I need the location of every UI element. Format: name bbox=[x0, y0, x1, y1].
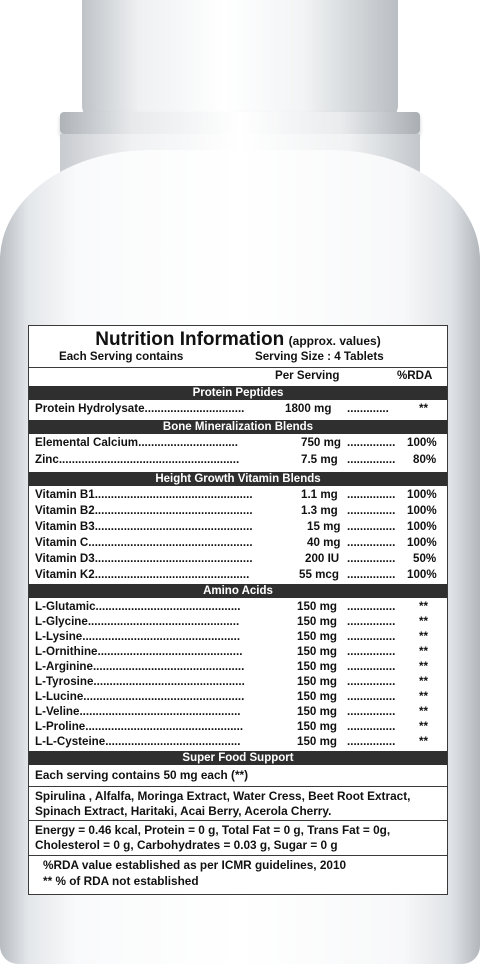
table-row bbox=[29, 436, 447, 451]
row-dots: ............... bbox=[347, 600, 396, 613]
section-heading-bone: Bone Mineralization Blends bbox=[29, 420, 447, 434]
row-rda: ** bbox=[419, 705, 429, 718]
divider bbox=[29, 820, 447, 821]
row-amount: 150 mg bbox=[297, 690, 337, 703]
label-title: Nutrition Information bbox=[95, 329, 285, 350]
row-amount: 150 mg bbox=[297, 735, 337, 748]
row-rda: ** bbox=[419, 645, 429, 658]
table-row bbox=[29, 600, 447, 615]
row-dots: ............... bbox=[347, 645, 396, 658]
row-amount: 200 IU bbox=[305, 552, 340, 565]
table-row bbox=[29, 690, 447, 705]
table-row bbox=[29, 488, 447, 503]
row-rda: 100% bbox=[407, 504, 437, 517]
table-row bbox=[29, 453, 447, 468]
row-amount: 40 mg bbox=[307, 536, 341, 549]
bottle-cap bbox=[82, 0, 398, 120]
row-name: Vitamin B1................................................. bbox=[35, 488, 253, 501]
row-rda: ** bbox=[419, 615, 429, 628]
superfood-each-serving: Each serving contains 50 mg each (**) bbox=[35, 768, 249, 782]
row-amount: 15 mg bbox=[307, 520, 341, 533]
row-name: Vitamin B3................................................. bbox=[35, 520, 253, 533]
row-amount: 150 mg bbox=[297, 675, 337, 688]
row-rda: ** bbox=[419, 660, 429, 673]
table-row bbox=[29, 520, 447, 535]
row-rda: 100% bbox=[407, 536, 437, 549]
row-amount: 150 mg bbox=[297, 705, 337, 718]
nutrition-label bbox=[28, 325, 448, 895]
row-name: Elemental Calcium............................... bbox=[35, 436, 238, 449]
row-amount: 1800 mg bbox=[285, 402, 332, 415]
serving-right: Serving Size : 4 Tablets bbox=[255, 350, 384, 363]
row-dots: ............... bbox=[347, 552, 396, 565]
table-row bbox=[29, 630, 447, 645]
table-row bbox=[29, 705, 447, 720]
row-amount: 150 mg bbox=[297, 660, 337, 673]
label-title-line bbox=[29, 329, 447, 351]
row-rda: ** bbox=[419, 720, 429, 733]
row-rda: ** bbox=[419, 402, 429, 415]
row-amount: 150 mg bbox=[297, 600, 337, 613]
row-amount: 1.3 mg bbox=[301, 504, 338, 517]
row-dots: ............... bbox=[347, 536, 396, 549]
row-rda: 100% bbox=[407, 488, 437, 501]
row-dots: ............... bbox=[347, 615, 396, 628]
row-dots: ............... bbox=[347, 488, 396, 501]
footnote-rda: %RDA value established as per ICMR guidelines, 2010 bbox=[43, 858, 347, 872]
row-dots: ............. bbox=[347, 402, 389, 415]
col-per-serving: Per Serving bbox=[275, 369, 340, 382]
row-name: L-Glycine............................................... bbox=[35, 615, 240, 628]
row-amount: 150 mg bbox=[297, 630, 337, 643]
col-rda: %RDA bbox=[397, 369, 433, 382]
row-dots: ............... bbox=[347, 630, 396, 643]
column-header-row bbox=[29, 369, 447, 384]
row-rda: ** bbox=[419, 600, 429, 613]
row-dots: ............... bbox=[347, 504, 396, 517]
row-dots: ............... bbox=[347, 720, 396, 733]
row-name: L-Veline.................................................. bbox=[35, 705, 241, 718]
divider bbox=[29, 367, 447, 368]
bottle-cap-lip bbox=[60, 112, 420, 134]
row-rda: 100% bbox=[407, 520, 437, 533]
row-name: L-Tyrosine............................................... bbox=[35, 675, 245, 688]
superfood-ingredients: Spirulina , Alfalfa, Moringa Extract, Water Cress, Beet Root Extract, Spinach Extract, Haritaki, Acai Berry, Acerola Cherry. bbox=[35, 789, 411, 818]
row-name: L-Lysine................................................. bbox=[35, 630, 241, 643]
table-row bbox=[29, 720, 447, 735]
row-name: L-L-Cysteine.......................................... bbox=[35, 735, 241, 748]
row-name: L-Proline................................................. bbox=[35, 720, 244, 733]
table-row bbox=[29, 568, 447, 583]
row-dots: ............... bbox=[347, 675, 396, 688]
row-amount: 750 mg bbox=[301, 436, 341, 449]
row-dots: ............... bbox=[347, 705, 396, 718]
row-dots: ............... bbox=[347, 520, 396, 533]
row-name: L-Ornithine............................................. bbox=[35, 645, 243, 658]
table-row bbox=[29, 402, 447, 417]
row-rda: ** bbox=[419, 630, 429, 643]
row-rda: ** bbox=[419, 735, 429, 748]
table-row bbox=[29, 735, 447, 750]
row-dots: ............... bbox=[347, 453, 396, 466]
serving-left: Each Serving contains bbox=[59, 350, 184, 363]
row-amount: 150 mg bbox=[297, 615, 337, 628]
row-name: L-Glutamic............................................. bbox=[35, 600, 241, 613]
table-row bbox=[29, 645, 447, 660]
row-amount: 7.5 mg bbox=[301, 453, 338, 466]
row-amount: 150 mg bbox=[297, 720, 337, 733]
row-name: Vitamin K2................................................ bbox=[35, 568, 250, 581]
row-amount: 55 mcg bbox=[299, 568, 339, 581]
row-name: Vitamin B2................................................. bbox=[35, 504, 253, 517]
row-dots: ............... bbox=[347, 660, 396, 673]
label-title-note: (approx. values) bbox=[288, 334, 381, 348]
section-heading-vitamin: Height Growth Vitamin Blends bbox=[29, 472, 447, 486]
row-rda: ** bbox=[419, 690, 429, 703]
row-dots: ............... bbox=[347, 690, 396, 703]
divider bbox=[29, 855, 447, 856]
row-name: Vitamin C................................................... bbox=[35, 536, 253, 549]
footnote-not-established: ** % of RDA not established bbox=[43, 874, 199, 888]
row-amount: 1.1 mg bbox=[301, 488, 338, 501]
row-rda: 100% bbox=[407, 436, 437, 449]
row-name: Protein Hydrolysate............................... bbox=[35, 402, 245, 415]
row-name: Zinc........................................................ bbox=[35, 453, 240, 466]
table-row bbox=[29, 552, 447, 567]
row-amount: 150 mg bbox=[297, 645, 337, 658]
row-name: L-Lucine.................................................. bbox=[35, 690, 245, 703]
table-row bbox=[29, 536, 447, 551]
section-heading-superfood: Super Food Support bbox=[29, 751, 447, 765]
row-rda: 50% bbox=[413, 552, 437, 565]
row-dots: ............... bbox=[347, 436, 396, 449]
section-heading-amino: Amino Acids bbox=[29, 584, 447, 598]
table-row bbox=[29, 504, 447, 519]
energy-values: Energy = 0.46 kcal, Protein = 0 g, Total Fat = 0 g, Trans Fat = 0g, Cholesterol = 0 g, Carbohydrates = 0.03 g, Sugar = 0 g bbox=[35, 823, 391, 852]
section-heading-protein: Protein Peptides bbox=[29, 386, 447, 400]
divider bbox=[29, 786, 447, 787]
row-rda: 80% bbox=[413, 453, 437, 466]
row-name: Vitamin D3................................................. bbox=[35, 552, 253, 565]
table-row bbox=[29, 675, 447, 690]
table-row bbox=[29, 660, 447, 675]
row-rda: ** bbox=[419, 675, 429, 688]
table-row bbox=[29, 615, 447, 630]
row-rda: 100% bbox=[407, 568, 437, 581]
serving-row bbox=[29, 350, 447, 365]
row-name: L-Arginine............................................... bbox=[35, 660, 245, 673]
row-dots: ............... bbox=[347, 568, 396, 581]
row-dots: ............... bbox=[347, 735, 396, 748]
